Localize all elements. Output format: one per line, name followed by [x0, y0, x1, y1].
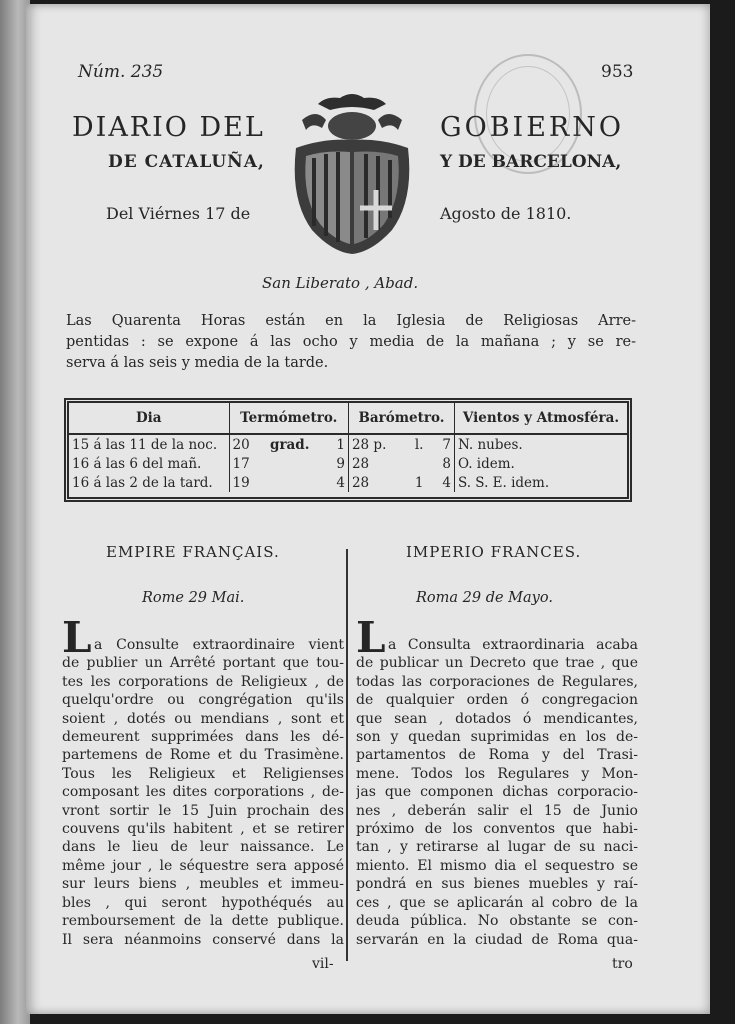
text-line: même jour , le séquestre sera apposé — [62, 857, 344, 874]
cell-temp-unit — [267, 473, 312, 492]
text-line: tes les corporations de Religieux , de — [62, 673, 344, 690]
intro-paragraph — [66, 311, 636, 374]
intro-line: serva á las seis y media de la tarde. — [66, 355, 329, 371]
column-divider — [346, 549, 348, 961]
cell-baro-l: l. — [414, 436, 424, 453]
subtitle-left: DE CATALUÑA, — [108, 152, 265, 172]
text-line: de publicar un Decreto que trae , que — [356, 655, 638, 672]
text-line: a Consulte extraordinaire vient — [94, 637, 344, 653]
text-line: composant les dites corporations , de- — [62, 784, 344, 801]
cell-baro-l: 1 — [414, 474, 424, 491]
header-vientos: Vientos y Atmosféra. — [454, 403, 627, 434]
text-line: nes , deberán salir el 15 de Junio — [356, 802, 638, 819]
cell-viento: N. nubes. — [457, 436, 523, 453]
cell-baro: 28 — [351, 455, 370, 472]
left-dropcap: L — [62, 613, 92, 662]
text-line: sur leurs biens , meubles et immeu- — [62, 876, 344, 893]
cell-temp-frac: 1 — [312, 434, 348, 454]
right-column-text — [356, 636, 638, 949]
title-right: GOBIERNO — [440, 112, 625, 143]
header-termometro: Termómetro. — [229, 403, 348, 434]
cell-temp-frac: 9 — [312, 454, 348, 473]
text-line: ces , que se aplicarán al cobro de la — [356, 894, 638, 911]
left-column-heading: EMPIRE FRANÇAIS. — [106, 543, 280, 561]
text-line: dans le lieu de leur naissance. Le — [62, 839, 344, 856]
text-line: pondrá en sus bienes muebles y raí- — [356, 876, 638, 893]
text-line: de publier un Arrêté portant que tou- — [62, 655, 344, 672]
coat-of-arms-icon — [282, 90, 422, 256]
text-line: jas que componen dichas corporacio- — [356, 784, 638, 801]
right-dropcap: L — [356, 613, 386, 662]
saint-of-day: San Liberato , Abad. — [262, 274, 419, 292]
cell-baro-frac: 8 — [426, 454, 454, 473]
cell-viento: S. S. E. idem. — [457, 474, 550, 491]
text-line: bles , qui seront hypothéqués au — [62, 894, 344, 911]
cell-baro: 28 — [351, 474, 370, 491]
left-column-dateline: Rome 29 Mai. — [142, 590, 245, 606]
text-line: servarán en la ciudad de Roma qua- — [356, 931, 638, 948]
right-catchword: tro — [612, 956, 633, 972]
left-column-text — [62, 636, 344, 949]
text-line: son y quedan suprimidas en los de- — [356, 729, 638, 746]
cell-baro-frac: 7 — [426, 434, 454, 454]
text-line: Tous les Religieux et Religienses — [62, 765, 344, 782]
text-line: partemens de Rome et du Trasimène. — [62, 747, 344, 764]
text-line: mene. Todos los Regulares y Mon- — [356, 765, 638, 782]
cell-viento: O. idem. — [457, 455, 515, 472]
weather-table — [64, 398, 632, 502]
text-line: Il sera néanmoins conservé dans la — [62, 931, 344, 948]
text-line: remboursement de la dette publique. — [62, 913, 344, 930]
cell-temp: 20 — [232, 436, 250, 453]
cell-temp-unit: grad. — [270, 436, 310, 453]
cell-temp: 19 — [232, 474, 250, 491]
subtitle-right: Y DE BARCELONA, — [440, 152, 622, 172]
issue-number: Núm. 235 — [78, 62, 164, 82]
cell-baro-l — [392, 454, 426, 473]
text-line: todas las corporaciones de Regulares, — [356, 673, 638, 690]
cell-dia: 15 á las 11 de la noc. — [69, 434, 229, 454]
cell-baro: 28 p. — [351, 436, 387, 453]
right-column-heading: IMPERIO FRANCES. — [406, 543, 582, 561]
right-column-dateline: Roma 29 de Mayo. — [416, 590, 553, 606]
header-barometro: Barómetro. — [348, 403, 454, 434]
text-line: próximo de los conventos que habi- — [356, 821, 638, 838]
text-line: demeurent supprimées dans les dé- — [62, 729, 344, 746]
table-row — [69, 473, 627, 492]
intro-line: pentidas : se expone á las ocho y media de la mañana ; y se re- — [66, 334, 636, 350]
cell-temp-frac: 4 — [312, 473, 348, 492]
text-line: tan , y retirarse al lugar de su naci- — [356, 839, 638, 856]
text-line: de qualquier orden ó congregacion — [356, 692, 638, 709]
text-line: couvens qu'ils habitent , et se retirer — [62, 821, 344, 838]
text-line: deuda pública. No obstante se con- — [356, 913, 638, 930]
date-right: Agosto de 1810. — [440, 204, 572, 223]
text-line: vront sortir le 15 Juin prochain des — [62, 802, 344, 819]
header-dia: Dia — [69, 403, 229, 434]
text-line: que sean , dotados ó mendicantes, — [356, 710, 638, 727]
cell-dia: 16 á las 6 del mañ. — [69, 454, 229, 473]
page-number: 953 — [601, 62, 634, 82]
table-row — [69, 434, 627, 454]
text-line: quelqu'ordre ou congrégation qu'ils — [62, 692, 344, 709]
cell-baro-frac: 4 — [426, 473, 454, 492]
intro-line: Las Quarenta Horas están en la Iglesia de Religiosas Arre- — [66, 313, 636, 329]
cell-dia: 16 á las 2 de la tard. — [69, 473, 229, 492]
text-line: a Consulta extraordinaria acaba — [388, 637, 638, 653]
newspaper-page — [26, 4, 710, 1014]
title-left: DIARIO DEL — [72, 112, 265, 143]
text-line: miento. El mismo dia el sequestro se — [356, 857, 638, 874]
text-line: partamentos de Roma y del Trasi- — [356, 747, 638, 764]
cell-temp: 17 — [232, 455, 250, 472]
date-left: Del Viérnes 17 de — [106, 204, 251, 223]
table-row — [69, 454, 627, 473]
text-line: soient , dotés ou mendians , sont et — [62, 710, 344, 727]
left-catchword: vil- — [312, 956, 334, 972]
cell-temp-unit — [267, 454, 312, 473]
